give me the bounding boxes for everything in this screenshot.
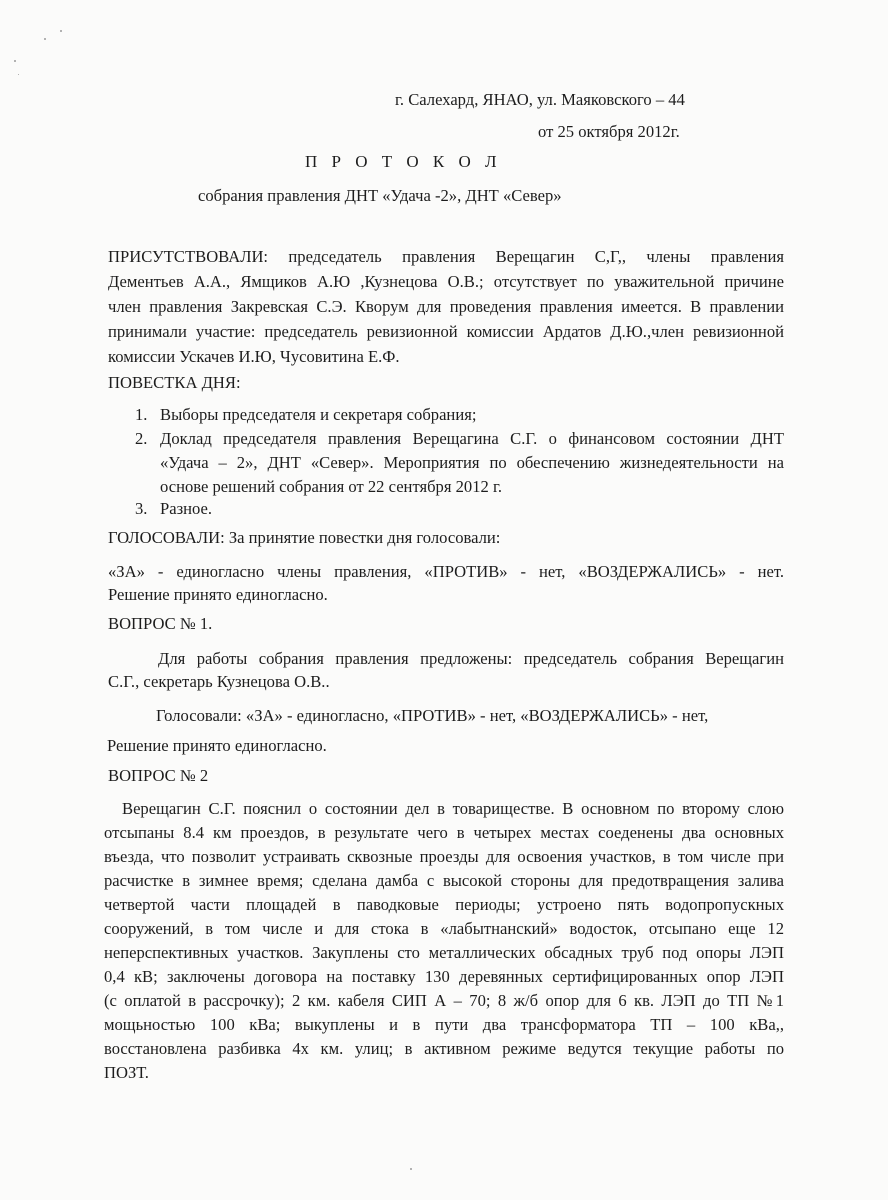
agenda-heading: ПОВЕСТКА ДНЯ: xyxy=(108,373,241,392)
question2-line: четвертой части площадей в паводковые периоды; устроено пять водопропускных xyxy=(104,895,784,914)
agenda-item-text: Разное. xyxy=(160,499,213,518)
agenda-item-number: 1. xyxy=(135,405,148,424)
question1-line: С.Г., секретарь Кузнецова О.В.. xyxy=(108,672,330,691)
attendance-line: принимали участие: председатель ревизионной комиссии Ардатов Д.Ю.,член ревизионной xyxy=(108,322,784,341)
question2-heading: ВОПРОС № 2 xyxy=(108,766,209,785)
document-subtitle: собрания правления ДНТ «Удача -2», ДНТ «Север» xyxy=(198,186,562,205)
agenda-item-number: 2. xyxy=(135,429,148,448)
question1-decision: Решение принято единогласно. xyxy=(107,736,327,755)
question2-line: Верещагин С.Г. пояснил о состоянии дел в товариществе. В основном по второму слою xyxy=(122,799,784,818)
question2-line: 0,4 кВ; заключены договора на поставку 130 деревянных сертифицированных опор ЛЭП xyxy=(104,967,784,986)
question1-heading: ВОПРОС № 1. xyxy=(108,614,213,633)
header-date: от 25 октября 2012г. xyxy=(538,122,680,141)
question2-line: неперспективных участков. Закуплены сто металлических обсадных труб под опоры ЛЭП xyxy=(104,943,784,962)
attendance-line: член правления Закревская С.Э. Кворум для проведения правления имеется. В правлении xyxy=(108,297,784,316)
vote-agenda-line: Решение принято единогласно. xyxy=(108,585,328,604)
question2-line: ПОЗТ. xyxy=(104,1063,149,1082)
attendance-line: комиссии Ускачев И.Ю, Чусовитина Е.Ф. xyxy=(108,347,400,366)
vote-agenda-heading: ГОЛОСОВАЛИ: За принятие повестки дня голосовали: xyxy=(108,528,501,547)
question1-line: Для работы собрания правления предложены: председатель собрания Верещагин xyxy=(158,649,784,668)
agenda-item-text: «Удача – 2», ДНТ «Север». Мероприятия по обеспечению жизнедеятельности на xyxy=(160,453,784,472)
question2-line: расчистке в зимнее время; сделана дамба с высокой стороны для предотвращения залива xyxy=(104,871,784,890)
attendance-line: ПРИСУТСТВОВАЛИ: председатель правления Верещагин С,Г,, члены правления xyxy=(108,247,784,266)
question2-line: въезда, что позволит устраивать сквозные проезды для освоения участков, в том числе при xyxy=(104,847,784,866)
question2-line: отсыпаны 8.4 км проездов, в результате чего в четырех местах соеденены два основных xyxy=(104,823,784,842)
attendance-line: Дементьев А.А., Ямщиков А.Ю ,Кузнецова О.В.; отсутствует по уважительной причине xyxy=(108,272,784,291)
agenda-item-text: основе решений собрания от 22 сентября 2012 г. xyxy=(160,477,503,496)
agenda-item-text: Доклад председателя правления Верещагина С.Г. о финансовом состоянии ДНТ xyxy=(160,429,784,448)
question2-line: (с оплатой в рассрочку); 2 км. кабеля СИП А – 70; 8 ж/б опор для 6 кв. ЛЭП до ТП №1 xyxy=(104,991,784,1010)
question2-line: восстановлена разбивка 4х км. улиц; в активном режиме ведутся текущие работы по xyxy=(104,1039,784,1058)
document-title: П Р О Т О К О Л xyxy=(305,152,502,171)
vote-agenda-line: «ЗА» - единогласно члены правления, «ПРОТИВ» - нет, «ВОЗДЕРЖАЛИСЬ» - нет. xyxy=(108,562,784,581)
agenda-item-number: 3. xyxy=(135,499,148,518)
header-address: г. Салехард, ЯНАО, ул. Маяковского – 44 xyxy=(395,90,685,109)
agenda-item-text: Выборы председателя и секретаря собрания; xyxy=(160,405,477,424)
question2-line: мощьностью 100 кВа; выкуплены и в пути два трансформатора ТП – 100 кВа,, xyxy=(104,1015,784,1034)
question2-line: сооружений, в том числе и для стока в «лабытнанский» водосток, отсыпано еще 12 xyxy=(104,919,784,938)
question1-vote: Голосовали: «ЗА» - единогласно, «ПРОТИВ» - нет, «ВОЗДЕРЖАЛИСЬ» - нет, xyxy=(156,706,709,725)
